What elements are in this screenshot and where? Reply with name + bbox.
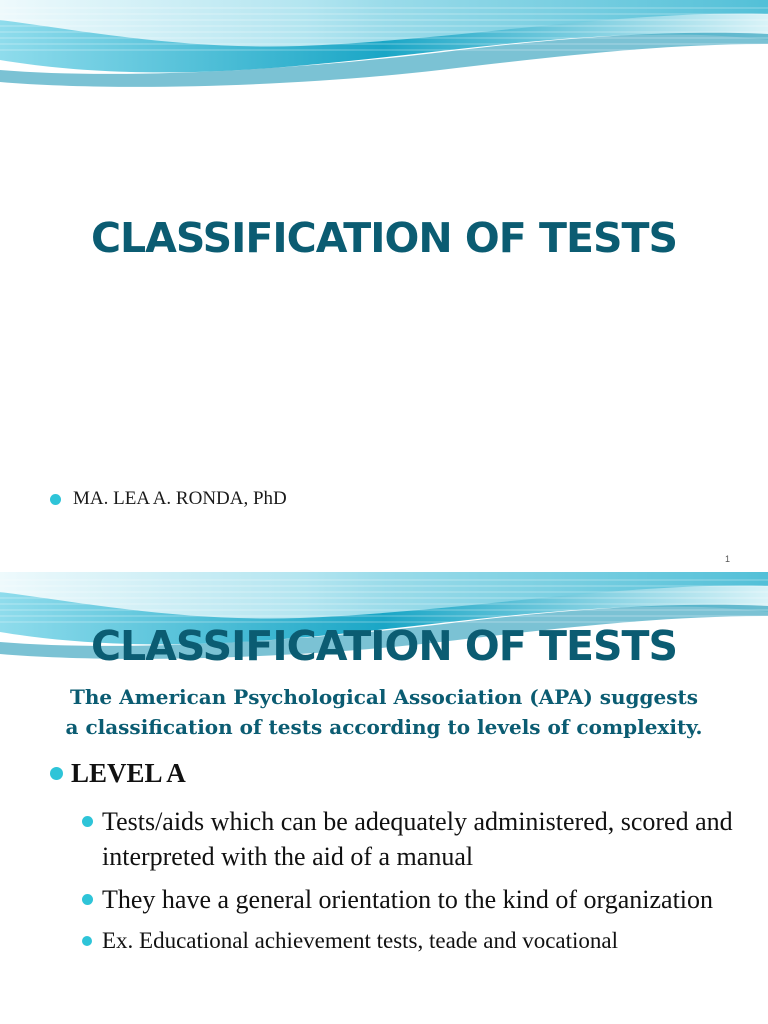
page-number: 1 (724, 554, 730, 564)
bullet-dot-icon (82, 936, 92, 946)
bullet-dot-icon (50, 494, 61, 505)
bullet-dot-icon (50, 767, 63, 780)
list-item-text: They have a general orientation to the kind of organization (102, 885, 714, 914)
list-item-text: Tests/aids which can be adequately administered, scored and interpreted with the aid of a manual (102, 807, 733, 871)
subtitle-line-2: a classification of tests according to levels of complexity. (65, 715, 703, 739)
slide-1-title: CLASSIFICATION OF TESTS (90, 214, 678, 262)
author-line (50, 488, 287, 510)
slide-2 (0, 572, 768, 1024)
slide-2-title: CLASSIFICATION OF TESTS (90, 622, 678, 670)
author-name: MA. LEA A. RONDA, PhD (73, 488, 287, 509)
list-item (82, 882, 762, 917)
list-item (82, 804, 762, 874)
list-item (82, 925, 762, 957)
bullet-dot-icon (82, 894, 93, 905)
slide-2-subtitle (0, 682, 768, 742)
subtitle-line-1: The American Psychological Association (APA) suggests (69, 685, 699, 709)
header-wave-decoration (0, 0, 768, 96)
level-heading (50, 758, 186, 789)
level-label: LEVEL A (71, 758, 186, 788)
list-item-text: Ex. Educational achievement tests, teade and vocational (102, 928, 619, 953)
bullet-dot-icon (82, 816, 93, 827)
level-a-list (82, 804, 762, 965)
